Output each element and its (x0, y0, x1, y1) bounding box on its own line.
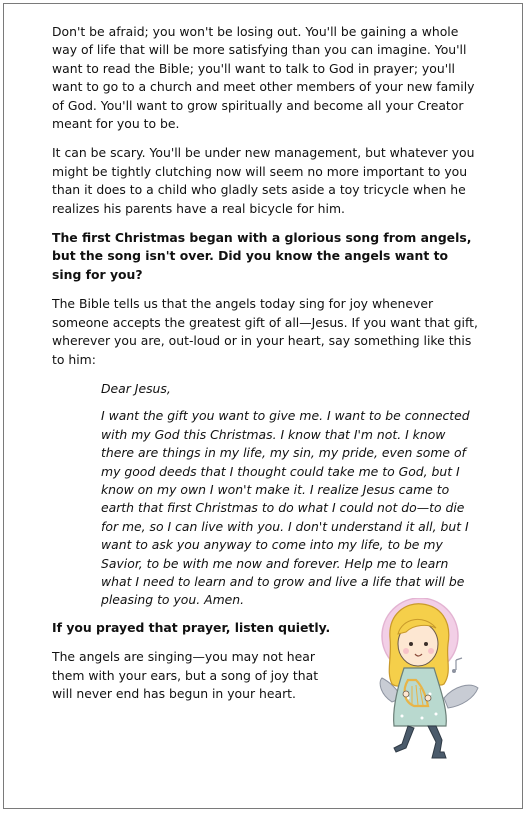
right-eye-icon (424, 642, 428, 646)
right-wing-icon (444, 685, 478, 708)
prayer-text: I want the gift you want to give me. I want to be connected with my God this Christmas. I know that I'm not. I know there are things in my life, my sin, my pride, even some of my good deeds that I thought could take me to God, but I know on my own I won't make it. I realize Jesus came to earth that first Christmas to do what I could not do—to die for me, so I can live with you. I don't understand it all, but I want to ask you anyway to come into my life, to be my Savior, to be with me now and forever. Help me to learn what I need to learn and to grow and live a life that will be pleasing to you. Amen. (101, 408, 470, 608)
left-leg-icon (394, 726, 414, 752)
paragraph-not-afraid: Don't be afraid; you won't be losing out. You'll be gaining a whole way of life that will be more satisfying than you can imagine. You'll want to read the Bible; you'll want to talk to God in prayer; you'll want to go to a church and meet other members of your new family of God. You'll want to grow spiritually and become all your Creator meant for you to be. (52, 24, 475, 132)
prayer-salutation: Dear Jesus, (101, 380, 171, 396)
paragraph-angels-singing: The angels are singing—you may not hear them with your ears, but a song of joy that will never end has begun in your heart. (52, 649, 319, 701)
left-eye-icon (409, 642, 413, 646)
paragraph-bible-tells: The Bible tells us that the angels today sing for joy whenever someone accepts the greatest gift of all—Jesus. If you want that gift, wherever you are, out-loud or in your heart, say something like this to him: (52, 296, 478, 367)
paragraph-scary: It can be scary. You'll be under new management, but whatever you might be tightly clutching now will seem no more important to you than it does to a child who gladly sets aside a toy tricycle when he realizes his parents have a real bicycle for him. (52, 145, 475, 216)
music-note-icon (456, 658, 462, 670)
prayer-block (101, 380, 473, 610)
angel-with-harp-illustration (378, 598, 480, 764)
heading-first-christmas: The first Christmas began with a glorious song from angels, but the song isn't over. Did you know the angels want to sing for you? (52, 230, 472, 282)
right-leg-icon (428, 726, 446, 758)
heading-if-you-prayed: If you prayed that prayer, listen quietly. (52, 619, 331, 635)
